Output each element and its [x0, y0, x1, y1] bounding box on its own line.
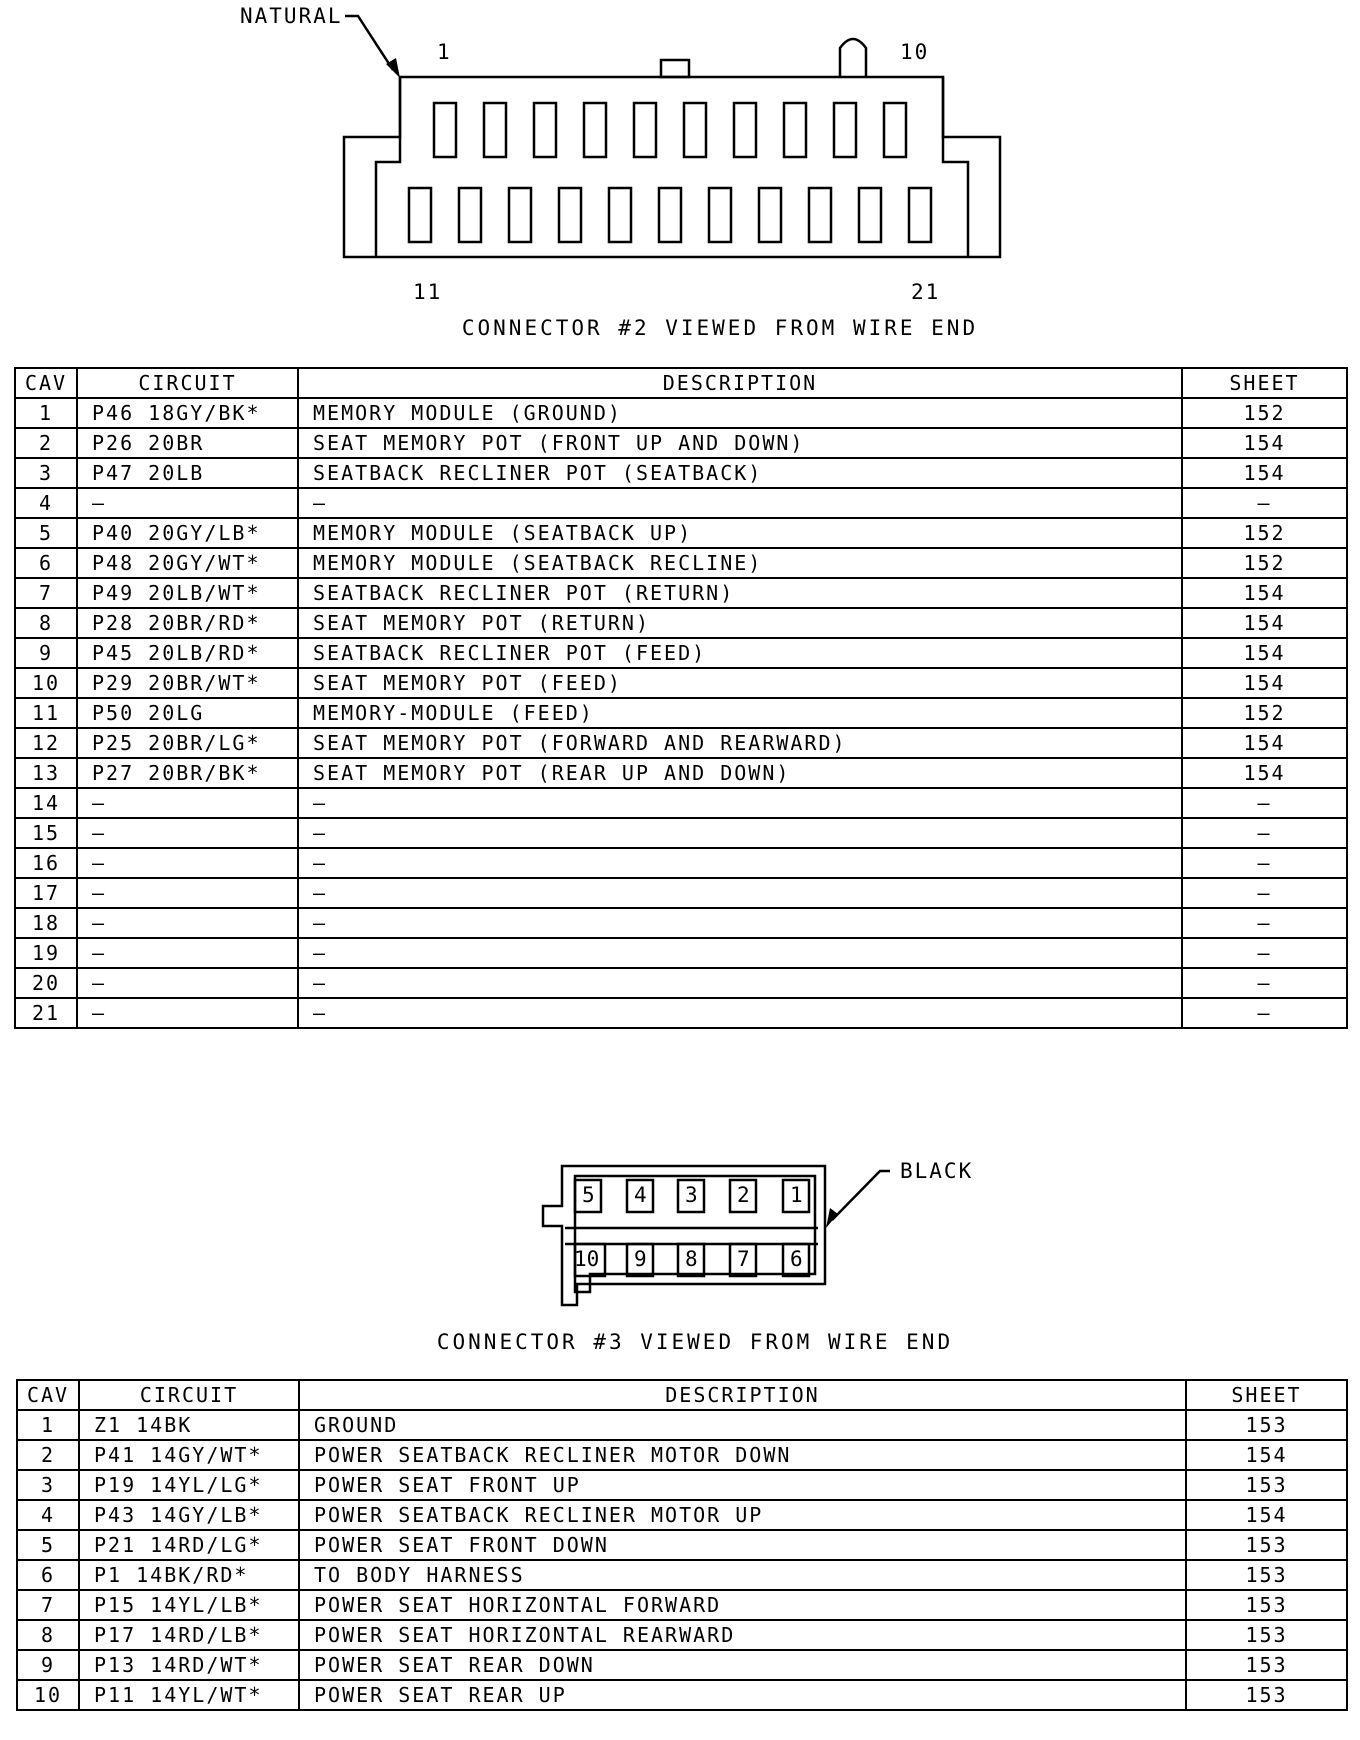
cell-cav: 10: [15, 668, 77, 698]
cavity-number: 7: [737, 1247, 752, 1271]
cell-sheet: 154: [1182, 758, 1347, 788]
table-row: [17, 1650, 1347, 1680]
cell-sheet: 154: [1182, 728, 1347, 758]
table-header-row: [17, 1380, 1347, 1410]
cell-cav: 4: [17, 1500, 79, 1530]
cell-cav: 8: [15, 608, 77, 638]
pin-label-21: 21: [911, 280, 941, 304]
cell-circuit: P50 20LG: [77, 698, 298, 728]
pin-label-10: 10: [900, 40, 930, 64]
cell-sheet: 154: [1186, 1440, 1347, 1470]
cell-cav: 21: [15, 998, 77, 1028]
cell-cav: 20: [15, 968, 77, 998]
cell-description: MEMORY MODULE (SEATBACK RECLINE): [298, 548, 1182, 578]
cell-description: POWER SEAT REAR DOWN: [299, 1650, 1186, 1680]
cell-sheet: 152: [1182, 698, 1347, 728]
cell-description: —: [298, 788, 1182, 818]
cell-description: SEAT MEMORY POT (RETURN): [298, 608, 1182, 638]
cell-circuit: P21 14RD/LG*: [79, 1530, 299, 1560]
cell-circuit: —: [77, 488, 298, 518]
cell-circuit: P13 14RD/WT*: [79, 1650, 299, 1680]
cavity-number: 10: [574, 1247, 600, 1271]
cell-description: SEAT MEMORY POT (REAR UP AND DOWN): [298, 758, 1182, 788]
table-row: [17, 1500, 1347, 1530]
cell-circuit: —: [77, 848, 298, 878]
table-row: [17, 1440, 1347, 1470]
cell-circuit: —: [77, 998, 298, 1028]
cell-cav: 9: [17, 1650, 79, 1680]
connector3-table: [16, 1379, 1348, 1711]
cell-description: POWER SEATBACK RECLINER MOTOR DOWN: [299, 1440, 1186, 1470]
cell-circuit: P11 14YL/WT*: [79, 1680, 299, 1710]
cell-circuit: P46 18GY/BK*: [77, 398, 298, 428]
cell-circuit: P17 14RD/LB*: [79, 1620, 299, 1650]
header-description: DESCRIPTION: [299, 1380, 1186, 1410]
cell-circuit: —: [77, 908, 298, 938]
connector2-caption: CONNECTOR #2 VIEWED FROM WIRE END: [461, 316, 979, 340]
cell-circuit: Z1 14BK: [79, 1410, 299, 1440]
cell-cav: 5: [17, 1530, 79, 1560]
header-sheet: SHEET: [1186, 1380, 1347, 1410]
cell-cav: 10: [17, 1680, 79, 1710]
pin-label-11: 11: [413, 280, 443, 304]
cell-cav: 11: [15, 698, 77, 728]
cell-sheet: 153: [1186, 1470, 1347, 1500]
cell-circuit: P26 20BR: [77, 428, 298, 458]
cell-description: —: [298, 488, 1182, 518]
cell-sheet: 154: [1182, 578, 1347, 608]
cell-cav: 2: [15, 428, 77, 458]
cell-sheet: 152: [1182, 398, 1347, 428]
cell-sheet: 154: [1186, 1500, 1347, 1530]
cell-sheet: 153: [1186, 1650, 1347, 1680]
header-cav: CAV: [15, 368, 77, 398]
cell-sheet: —: [1182, 938, 1347, 968]
cell-description: MEMORY MODULE (GROUND): [298, 398, 1182, 428]
cell-sheet: 152: [1182, 548, 1347, 578]
header-description: DESCRIPTION: [298, 368, 1182, 398]
cavity-number: 9: [634, 1247, 649, 1271]
cell-cav: 6: [15, 548, 77, 578]
cell-circuit: P40 20GY/LB*: [77, 518, 298, 548]
cell-circuit: P19 14YL/LG*: [79, 1470, 299, 1500]
cavity-number: 2: [737, 1183, 752, 1207]
cell-circuit: P41 14GY/WT*: [79, 1440, 299, 1470]
cell-cav: 14: [15, 788, 77, 818]
cell-cav: 15: [15, 818, 77, 848]
cell-description: POWER SEATBACK RECLINER MOTOR UP: [299, 1500, 1186, 1530]
cell-cav: 4: [15, 488, 77, 518]
cavity-number: 8: [685, 1247, 700, 1271]
cell-cav: 3: [15, 458, 77, 488]
cell-sheet: 154: [1182, 608, 1347, 638]
cell-sheet: 154: [1182, 428, 1347, 458]
cell-cav: 19: [15, 938, 77, 968]
cell-circuit: —: [77, 788, 298, 818]
cell-description: POWER SEAT HORIZONTAL FORWARD: [299, 1590, 1186, 1620]
cell-cav: 5: [15, 518, 77, 548]
header-sheet: SHEET: [1182, 368, 1347, 398]
cell-description: POWER SEAT FRONT UP: [299, 1470, 1186, 1500]
header-circuit: CIRCUIT: [79, 1380, 299, 1410]
cavity-number: 3: [685, 1183, 700, 1207]
cell-sheet: 154: [1182, 668, 1347, 698]
cell-description: POWER SEAT REAR UP: [299, 1680, 1186, 1710]
cell-description: SEATBACK RECLINER POT (SEATBACK): [298, 458, 1182, 488]
cell-cav: 18: [15, 908, 77, 938]
cavity-number: 4: [634, 1183, 649, 1207]
cell-description: SEAT MEMORY POT (FRONT UP AND DOWN): [298, 428, 1182, 458]
cell-circuit: P27 20BR/BK*: [77, 758, 298, 788]
cell-description: SEAT MEMORY POT (FORWARD AND REARWARD): [298, 728, 1182, 758]
cell-sheet: —: [1182, 908, 1347, 938]
cell-circuit: P29 20BR/WT*: [77, 668, 298, 698]
table-row: [17, 1470, 1347, 1500]
cell-description: SEATBACK RECLINER POT (RETURN): [298, 578, 1182, 608]
cell-sheet: —: [1182, 968, 1347, 998]
cavity-number: 6: [790, 1247, 805, 1271]
cell-cav: 17: [15, 878, 77, 908]
cell-sheet: —: [1182, 848, 1347, 878]
table-row: [17, 1560, 1347, 1590]
cell-description: SEAT MEMORY POT (FEED): [298, 668, 1182, 698]
cavity-number: 1: [790, 1183, 805, 1207]
cell-description: —: [298, 998, 1182, 1028]
table-row: [17, 1680, 1347, 1710]
cell-circuit: P1 14BK/RD*: [79, 1560, 299, 1590]
cell-description: MEMORY-MODULE (FEED): [298, 698, 1182, 728]
cell-description: SEATBACK RECLINER POT (FEED): [298, 638, 1182, 668]
cell-description: —: [298, 908, 1182, 938]
cell-circuit: —: [77, 878, 298, 908]
cell-cav: 8: [17, 1620, 79, 1650]
table-row: [17, 1530, 1347, 1560]
cell-sheet: 153: [1186, 1680, 1347, 1710]
cell-cav: 9: [15, 638, 77, 668]
cell-sheet: 153: [1186, 1560, 1347, 1590]
cell-circuit: —: [77, 818, 298, 848]
connector2-color-label: NATURAL: [240, 4, 343, 28]
table-row: [17, 1590, 1347, 1620]
cell-sheet: 154: [1182, 638, 1347, 668]
cell-description: GROUND: [299, 1410, 1186, 1440]
cell-description: —: [298, 848, 1182, 878]
cell-circuit: P47 20LB: [77, 458, 298, 488]
cell-sheet: —: [1182, 818, 1347, 848]
connector3-color-label: BLACK: [900, 1159, 974, 1183]
cell-sheet: —: [1182, 788, 1347, 818]
cell-cav: 7: [17, 1590, 79, 1620]
cell-cav: 1: [17, 1410, 79, 1440]
cell-sheet: 153: [1186, 1620, 1347, 1650]
cell-circuit: P48 20GY/WT*: [77, 548, 298, 578]
cell-sheet: —: [1182, 878, 1347, 908]
connector3-caption: CONNECTOR #3 VIEWED FROM WIRE END: [436, 1330, 954, 1354]
cell-cav: 1: [15, 398, 77, 428]
cell-cav: 3: [17, 1470, 79, 1500]
header-cav: CAV: [17, 1380, 79, 1410]
cell-description: TO BODY HARNESS: [299, 1560, 1186, 1590]
cell-description: —: [298, 968, 1182, 998]
cell-cav: 7: [15, 578, 77, 608]
cell-cav: 6: [17, 1560, 79, 1590]
cell-description: MEMORY MODULE (SEATBACK UP): [298, 518, 1182, 548]
cell-sheet: —: [1182, 488, 1347, 518]
cell-circuit: P49 20LB/WT*: [77, 578, 298, 608]
table-row: [17, 1410, 1347, 1440]
cell-sheet: 153: [1186, 1530, 1347, 1560]
header-circuit: CIRCUIT: [77, 368, 298, 398]
cavity-number: 5: [582, 1183, 597, 1207]
cell-cav: 16: [15, 848, 77, 878]
cell-circuit: P25 20BR/LG*: [77, 728, 298, 758]
cell-circuit: P43 14GY/LB*: [79, 1500, 299, 1530]
cell-description: —: [298, 938, 1182, 968]
cell-circuit: P15 14YL/LB*: [79, 1590, 299, 1620]
cell-cav: 13: [15, 758, 77, 788]
cell-sheet: 153: [1186, 1410, 1347, 1440]
cell-circuit: P45 20LB/RD*: [77, 638, 298, 668]
cell-circuit: —: [77, 938, 298, 968]
cell-sheet: 154: [1182, 458, 1347, 488]
cell-circuit: —: [77, 968, 298, 998]
cell-description: POWER SEAT HORIZONTAL REARWARD: [299, 1620, 1186, 1650]
cell-cav: 2: [17, 1440, 79, 1470]
cell-circuit: P28 20BR/RD*: [77, 608, 298, 638]
pin-label-1: 1: [437, 40, 452, 64]
cell-sheet: 153: [1186, 1590, 1347, 1620]
cell-description: —: [298, 818, 1182, 848]
cell-cav: 12: [15, 728, 77, 758]
table-row: [17, 1620, 1347, 1650]
cell-description: —: [298, 878, 1182, 908]
cell-sheet: —: [1182, 998, 1347, 1028]
cell-sheet: 152: [1182, 518, 1347, 548]
cell-description: POWER SEAT FRONT DOWN: [299, 1530, 1186, 1560]
